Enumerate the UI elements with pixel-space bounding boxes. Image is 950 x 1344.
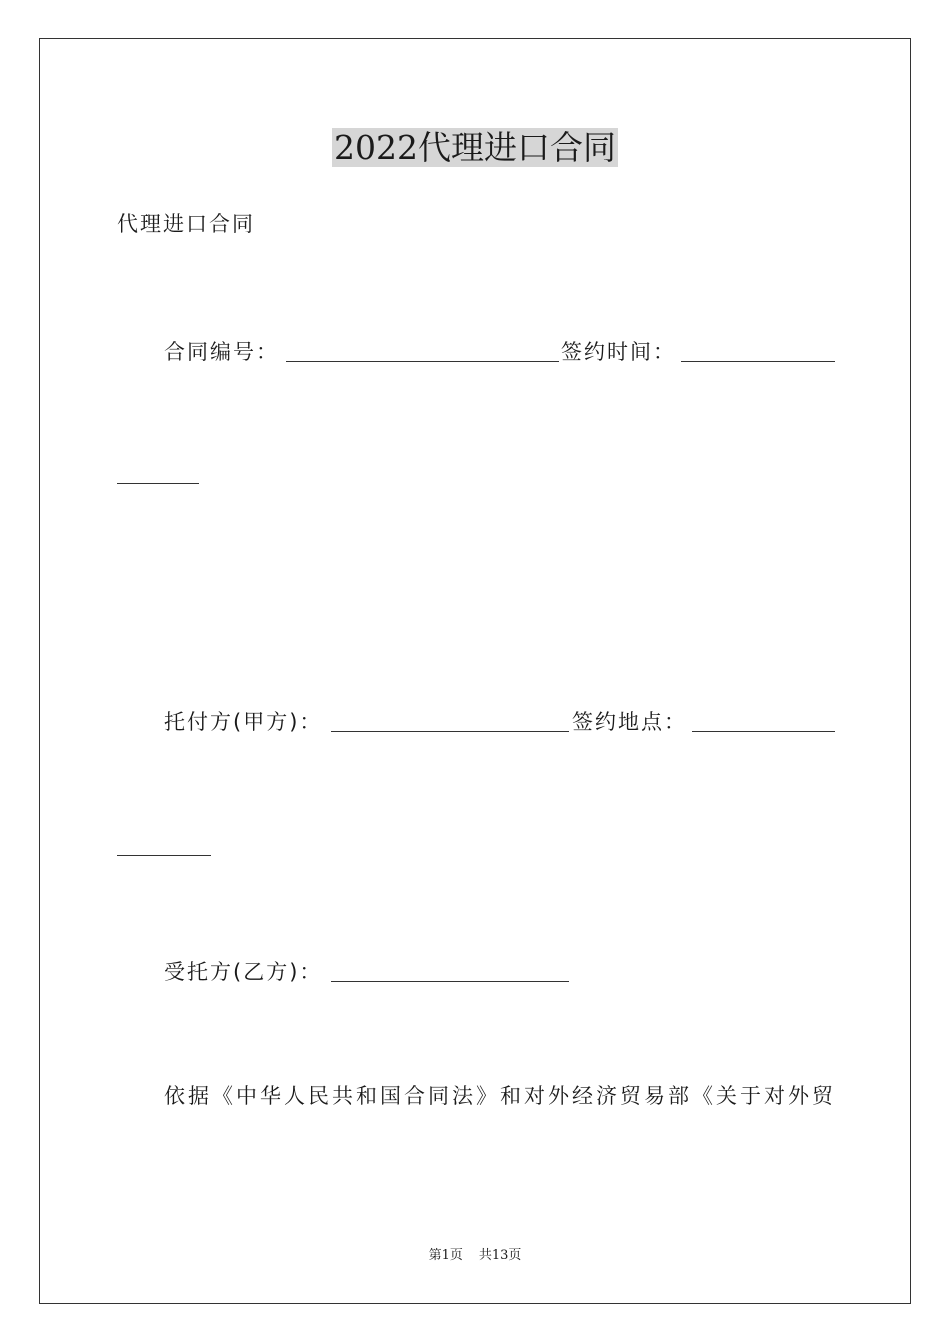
principal-blank[interactable] [331,731,569,732]
contract-no-blank[interactable] [286,361,559,362]
sign-place-blank-continued[interactable] [117,855,211,856]
document-subtitle: 代理进口合同 [117,212,255,236]
page-footer [0,1247,950,1265]
document-title-text: 2022代理进口合同 [334,128,616,167]
sign-place-blank[interactable] [692,731,835,732]
document-title [0,128,950,168]
body-paragraph: 依据《中华人民共和国合同法》和对外经济贸易部《关于对外贸 [164,1084,836,1108]
contract-no-label: 合同编号： [164,340,279,364]
agent-label: 受托方(乙方)： [164,960,323,984]
sign-time-label: 签约时间： [561,340,676,364]
page-number: 第1页 [428,1248,463,1263]
sign-place-label: 签约地点： [572,710,687,734]
sign-time-blank[interactable] [681,361,835,362]
principal-label: 托付方(甲方)： [164,710,323,734]
page-total: 共13页 [478,1248,522,1263]
sign-time-blank-continued[interactable] [117,483,199,484]
agent-blank[interactable] [331,981,569,982]
